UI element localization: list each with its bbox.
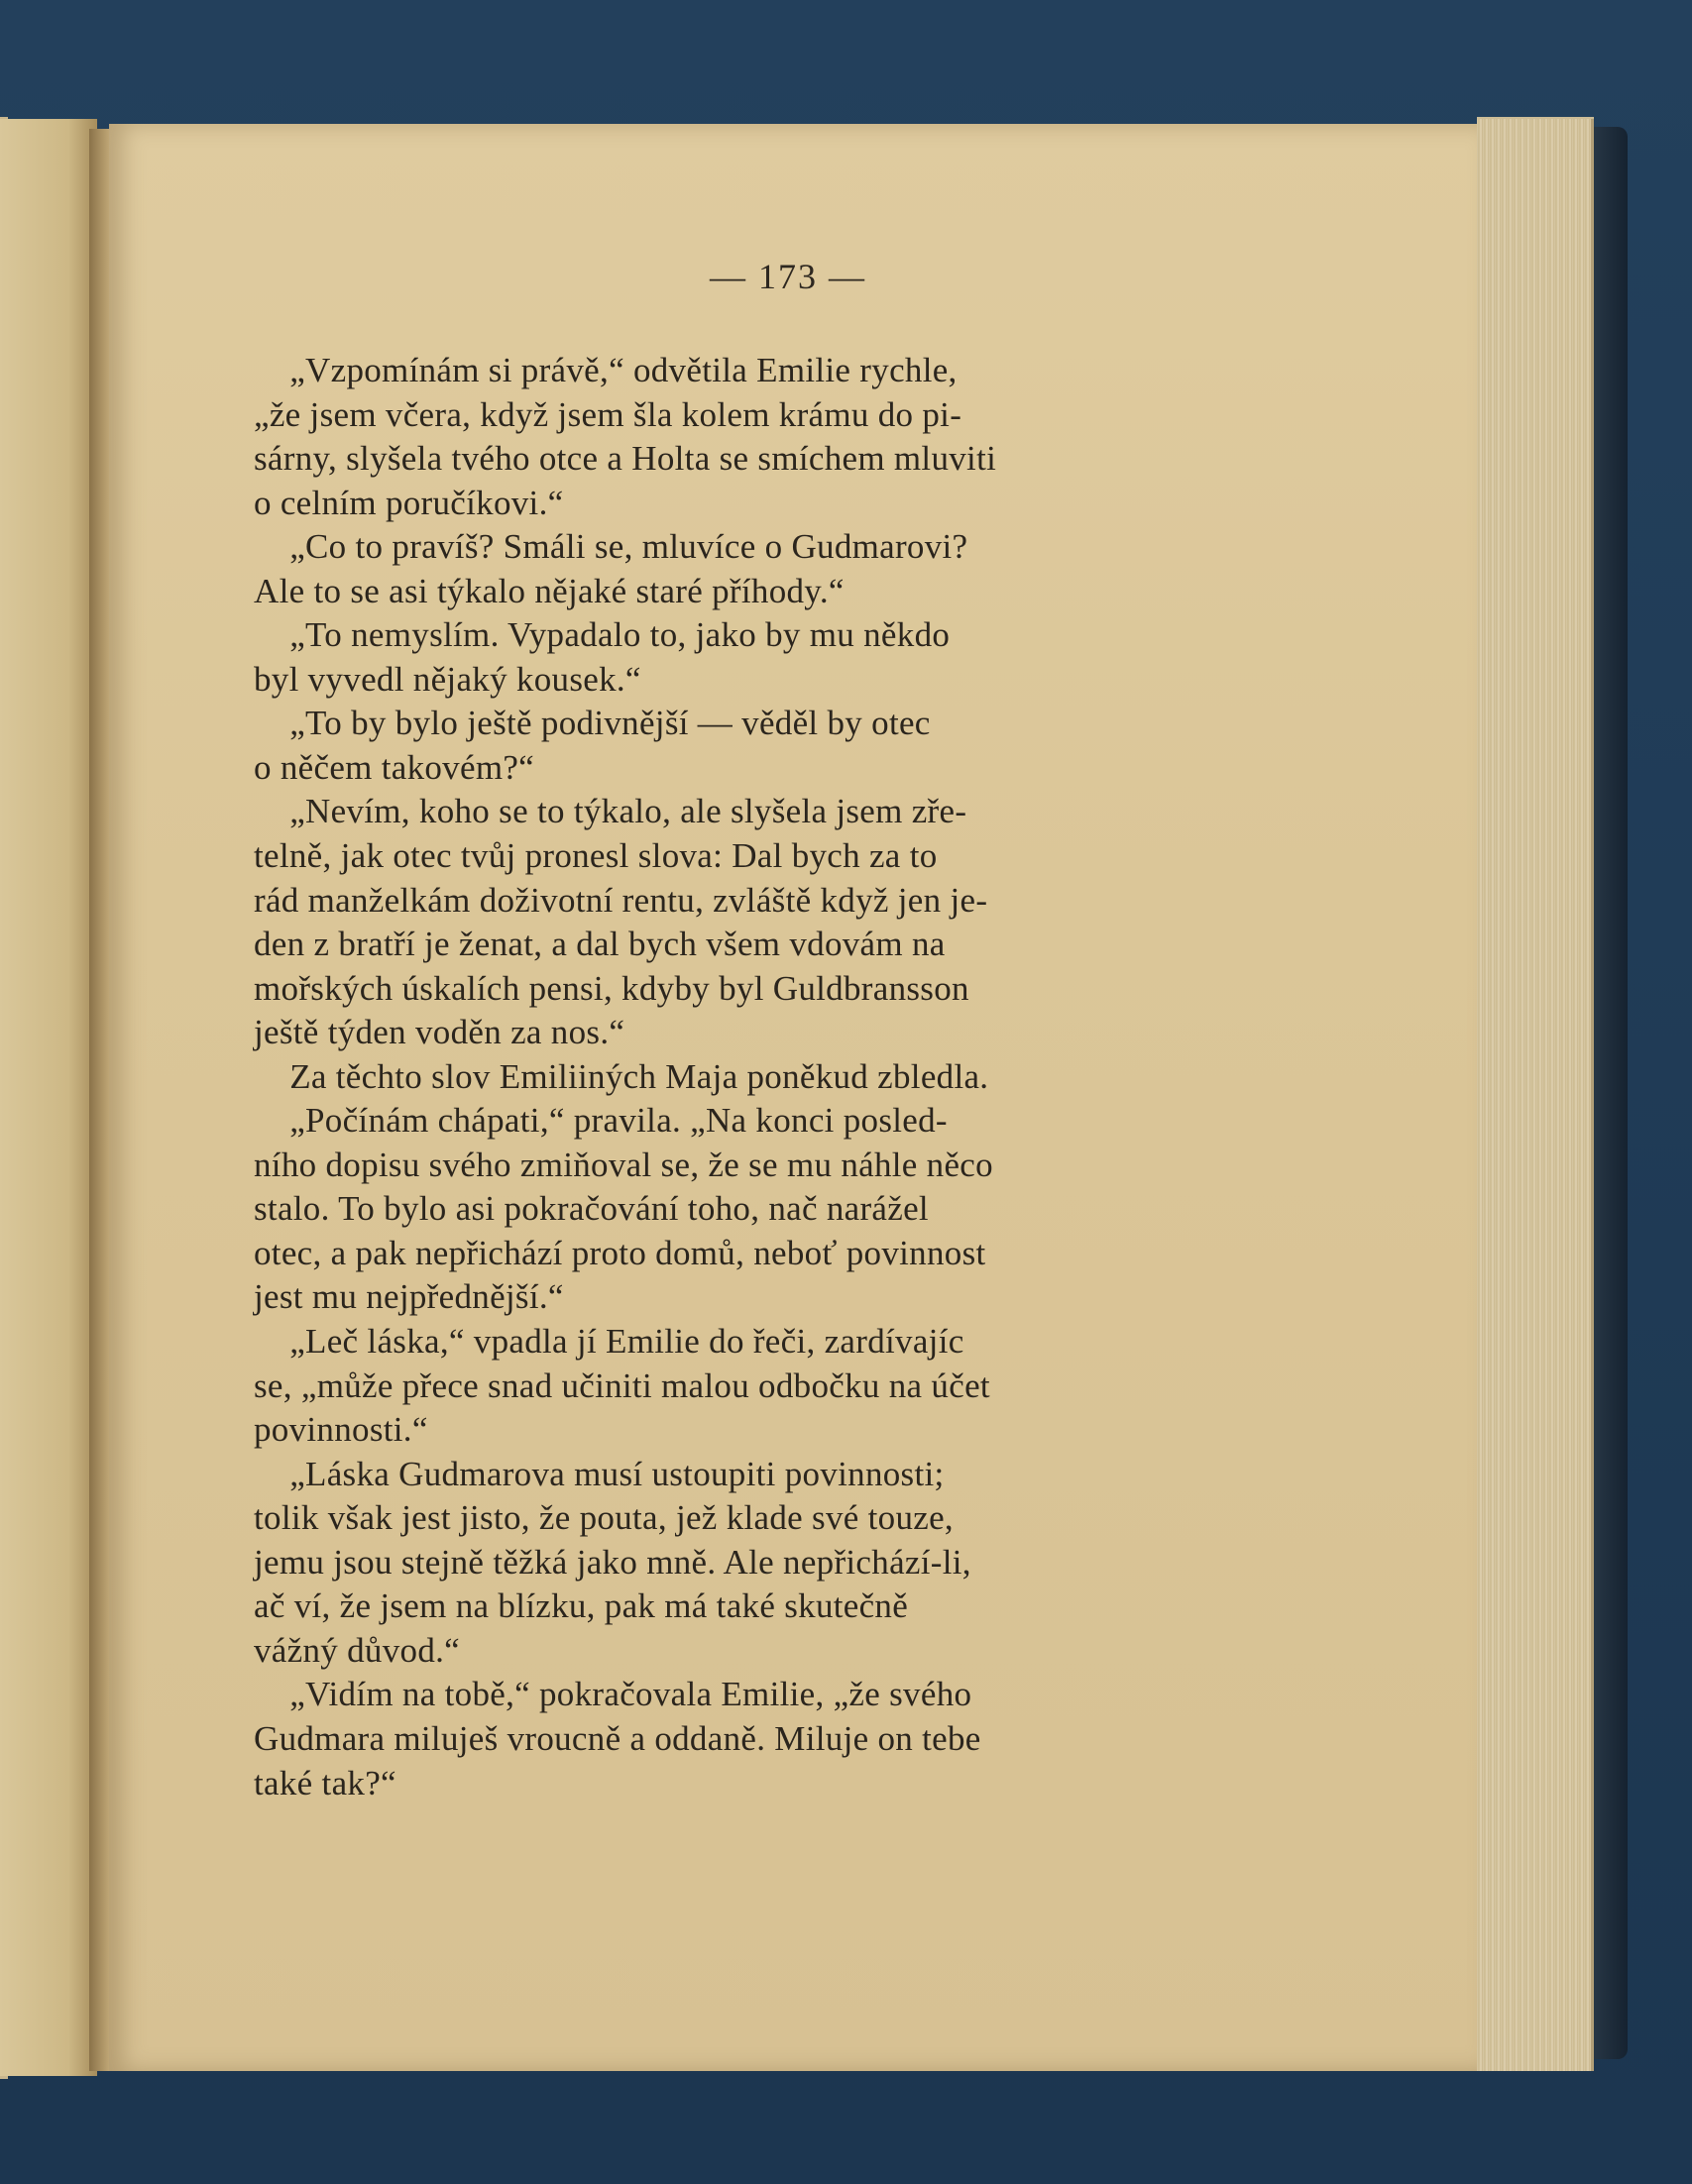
text-line: „že jsem včera, když jsem šla kolem krámu do pi-: [254, 394, 962, 434]
text-line: „Leč láska,“ vpadla jí Emilie do řeči, zardívajíc: [254, 1322, 964, 1362]
text-line: telně, jak otec tvůj pronesl slova: Dal bych za to: [254, 836, 938, 876]
text-line: také tak?“: [254, 1763, 396, 1802]
text-line: jest mu nejpřednější.“: [254, 1277, 564, 1317]
text-line: „To nemyslím. Vypadalo to, jako by mu někdo: [254, 615, 951, 655]
text-line: byl vyvedl nějaký kousek.“: [254, 659, 641, 699]
text-line: „Co to pravíš? Smáli se, mluvíce o Gudmarovi?: [254, 527, 968, 567]
text-line: tolik však jest jisto, že pouta, jež klade své touze,: [254, 1498, 954, 1538]
text-line: otec, a pak nepřichází proto domů, neboť povinnost: [254, 1233, 986, 1272]
text-line: Ale to se asi týkalo nějaké staré příhody.“: [254, 571, 845, 610]
left-page: [0, 119, 97, 2076]
text-line: Gudmara miluješ vroucně a oddaně. Miluje on tebe: [254, 1718, 981, 1758]
text-line: mořských úskalích pensi, kdyby byl Guldbransson: [254, 968, 969, 1008]
text-line: „To by bylo ještě podivnější — věděl by otec: [254, 704, 931, 743]
text-line: o celním poručíkovi.“: [254, 483, 564, 522]
text-line: povinnosti.“: [254, 1410, 428, 1450]
text-line: Za těchto slov Emiliiných Maja poněkud zbledla.: [254, 1056, 989, 1096]
text-line: „Láska Gudmarova musí ustoupiti povinnosti;: [254, 1454, 945, 1493]
text-line: rád manželkám doživotní rentu, zvláště když jen je-: [254, 880, 988, 920]
text-line: vážný důvod.“: [254, 1630, 461, 1670]
text-line: „Vzpomínám si právě,“ odvětila Emilie rychle,: [254, 351, 958, 389]
text-line: sárny, slyšela tvého otce a Holta se smíchem mluviti: [254, 439, 997, 479]
text-line: den z bratří je ženat, a dal bych všem vdovám na: [254, 925, 946, 964]
text-line: se, „může přece snad učiniti malou odbočku na účet: [254, 1365, 990, 1405]
text-line: „Nevím, koho se to týkalo, ale slyšela jsem zře-: [254, 792, 967, 831]
body-text: [254, 349, 1295, 1805]
text-line: stalo. To bylo asi pokračování toho, nač narážel: [254, 1189, 929, 1229]
text-line: ještě týden voděn za nos.“: [254, 1013, 625, 1052]
text-line: „Počínám chápati,“ pravila. „Na konci posled-: [254, 1101, 948, 1141]
page-number: — 173 —: [710, 257, 866, 296]
text-line: ač ví, že jsem na blízku, pak má také skutečně: [254, 1586, 909, 1626]
page-edges: [1477, 119, 1594, 2071]
text-line: „Vidím na tobě,“ pokračovala Emilie, „že svého: [254, 1675, 972, 1714]
text-line: o něčem takovém?“: [254, 747, 535, 787]
text-line: ního dopisu svého zmiňoval se, že se mu náhle něco: [254, 1145, 993, 1184]
text-line: jemu jsou stejně těžká jako mně. Ale nepřichází-li,: [254, 1542, 971, 1582]
